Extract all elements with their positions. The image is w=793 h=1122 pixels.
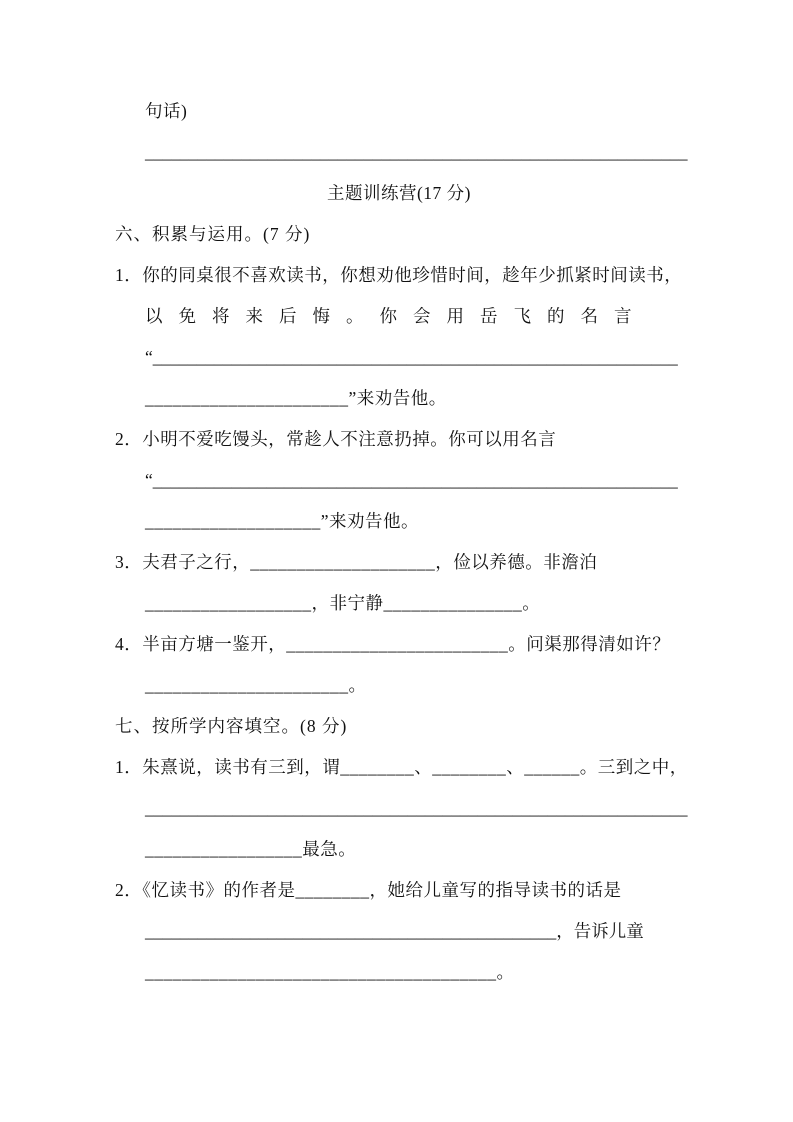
question-7-2-blank2: ______________________________________。 xyxy=(145,962,515,982)
question-6-1-line1: 1．你的同桌很不喜欢读书，你想劝他珍惜时间，趁年少抓紧时间读书， xyxy=(115,265,683,285)
section-7-title: 七、按所学内容填空。(8 分) xyxy=(115,716,348,736)
question-6-3-line1: 3．夫君子之行，____________________，俭以养德。非澹泊 xyxy=(115,552,598,572)
question-7-2-blank1: _______________________________________________，告诉儿童 xyxy=(145,921,644,941)
question-6-2-line1: 2．小明不爱吃馒头，常趁人不注意扔掉。你可以用名言 xyxy=(115,429,557,449)
question-6-1-line2: 以免将来后悔。你会用岳飞的名言 xyxy=(145,306,648,326)
question-6-2-blank2: ___________________”来劝告他。 xyxy=(145,511,420,531)
blank-answer-line: ______________________________________________________________ xyxy=(145,142,688,162)
question-7-1-blank1: ______________________________________________________________ xyxy=(145,798,688,818)
question-6-2-blank1: “____________________________________________________________ xyxy=(145,470,678,490)
question-6-4-line1: 4．半亩方塘一鉴开，________________________。问渠那得清如许？ xyxy=(115,634,671,654)
question-7-2-line1: 2．《忆读书》的作者是________，她给儿童写的指导读书的话是 xyxy=(115,880,622,900)
page-heading: 主题训练营(17 分) xyxy=(326,183,472,203)
question-7-1-line1: 1．朱熹说，读书有三到，谓________、________、______。三到之中， xyxy=(115,757,688,777)
section-6-title: 六、积累与运用。(7 分) xyxy=(115,224,311,244)
question-6-4-line2: ______________________。 xyxy=(145,675,367,695)
question-6-1-blank2: ______________________”来劝告他。 xyxy=(145,388,447,408)
fragment-text: 句话) xyxy=(145,101,188,121)
question-6-1-blank1: “____________________________________________________________ xyxy=(145,347,678,367)
question-6-3-line2: __________________，非宁静_______________。 xyxy=(145,593,541,613)
question-7-1-blank2: _________________最急。 xyxy=(145,839,357,859)
